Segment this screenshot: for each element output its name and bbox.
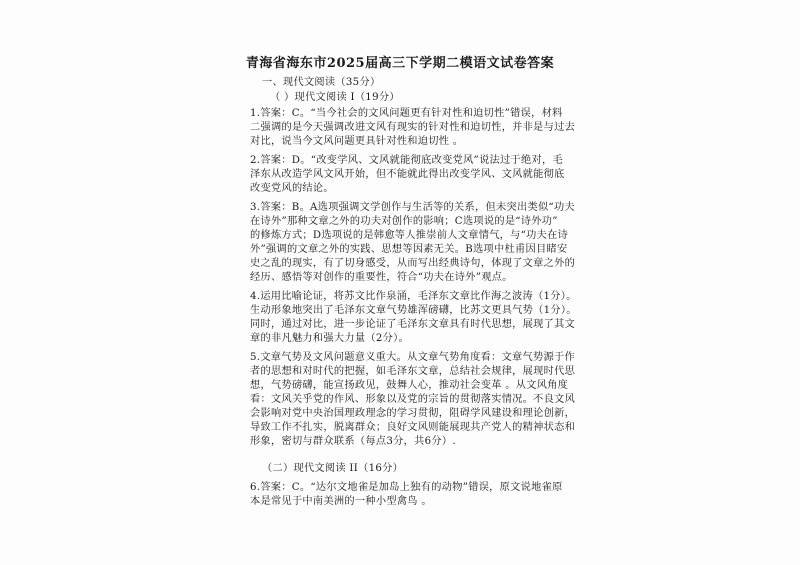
answer-3-line-6: 经历、感悟等对创作的重要性，符合“功夫在诗外”观点。: [250, 272, 513, 283]
answer-1-line-2: 二强调的是今天强调改进文风有现实的针对性和迫切性，并非是与过去: [250, 122, 576, 133]
answer-1-line-3: 对比，说当今文风问题更具针对性和迫切性 。: [250, 136, 464, 147]
answer-5-line-6: 导致工作不扎实，脱离群众；良好文风则能展现共产党人的精神状态和: [250, 422, 576, 433]
answer-4-line-4: 章的非凡魅力和强大力量（2分）。: [250, 333, 409, 344]
answer-3-line-4: 外”强调的文章之外的实践、思想等因素无关。B选项中杜甫因目睹安: [250, 244, 568, 255]
answer-3-line-5: 史之乱的现实，有了切身感受，从而写出经典诗句，体现了文章之外的: [250, 258, 576, 269]
answer-2-line-1: 2.答案：D。“改变学风、文风就能彻底改变党风”说法过于绝对，毛: [250, 155, 563, 166]
answer-2-line-3: 改变党风的结论。: [250, 183, 334, 194]
answer-4-line-2: 生动形象地突出了毛泽东文章气势雄浑磅礴，比苏文更具气势（1分）。: [250, 305, 577, 316]
answer-6-line-1: 6.答案：C。“达尔文地雀是加岛上独有的动物”错误，原文说地雀原: [250, 482, 563, 493]
section-heading-1: （ ）现代文阅读 I（19分）: [270, 92, 400, 103]
answer-5-line-1: 5.文章气势及文风问题意义重大。从文章气势角度看：文章气势源于作: [250, 352, 575, 363]
answer-6-line-2: 本是常见于中南美洲的一种小型禽鸟 。: [250, 496, 432, 507]
answer-5-line-3: 想，气势磅礴，能宣扬政见，鼓舞人心，推动社会变革 。从文风角度: [250, 380, 569, 391]
answer-5-line-7: 形象，密切与群众联系（每点3分，共6分）.: [250, 436, 456, 447]
answer-5-line-5: 会影响对党中央治国理政理念的学习贯彻，阻碍学风建设和理论创新，: [250, 408, 576, 419]
answer-4-line-3: 同时，通过对比，进一步论证了毛泽东文章具有时代思想，展现了其文: [250, 319, 576, 330]
section-heading-main: 一、现代文阅读（35分）: [262, 77, 381, 88]
answer-5-line-4: 看：文风关乎党的作风、形象以及党的宗旨的贯彻落实情况。不良文风: [250, 394, 576, 405]
answer-3-line-1: 3.答案：B。A选项强调文学创作与生活等的关系，但未突出类似“功夫: [250, 202, 575, 213]
section-heading-2: （二）现代文阅读 II（16分）: [262, 463, 404, 474]
answer-2-line-2: 泽东从改造学风文风开始，但不能就此得出改变学风、文风就能彻底: [250, 169, 565, 180]
answer-1-line-1: 1.答案：C。“当今社会的文风问题更有针对性和迫切性”错误，材料: [250, 108, 563, 119]
document-title: 青海省海东市2025届高三下学期二模语文试卷答案: [245, 56, 555, 71]
answer-5-line-2: 者的思想和对时代的把握，如毛泽东文章，总结社会规律，展现时代思: [250, 366, 576, 377]
answer-3-line-3: 的修炼方式；D选项说的是韩愈等人推崇前人文章情气，与“功夫在诗: [250, 230, 569, 241]
answer-3-line-2: 在诗外”那种文章之外的功夫对创作的影响；C选项说的是“诗外功”: [250, 216, 558, 227]
answer-4-line-1: 4.运用比喻论证，将苏文比作泉涌，毛泽东文章比作海之波涛（1分）。: [250, 291, 577, 302]
